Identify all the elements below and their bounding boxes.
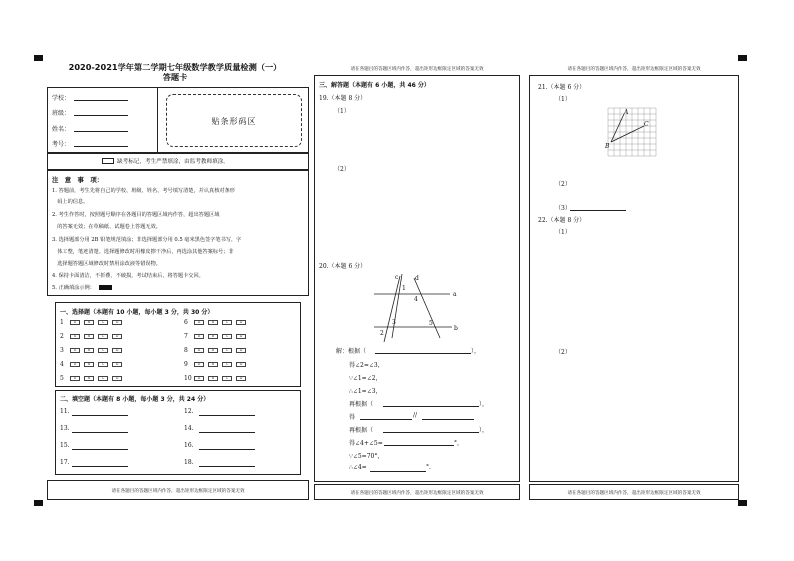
label-B: B [605,143,610,150]
fill-item-12: 12. [184,408,194,415]
choice-bubble-b[interactable]: B [84,376,94,381]
choice-title: 一、选择题（本题有 10 小题，每小题 3 分，共 30 分） [60,309,214,316]
proof-parallel: // [413,412,418,419]
q21-grid-figure [604,104,660,160]
fill-item-15: 15. [60,442,70,449]
choice-number: 10 [184,375,192,382]
proof-line-3: ∵∠1=∠2， [349,375,382,382]
footer-hint-1: 请在各题目的答题区域内作答，超出矩形边框限定区域的答案无效 [111,489,245,494]
note-line: 的答案无效；在草稿纸、试题卷上答题无效。 [52,224,161,230]
choice-number: 5 [60,375,64,382]
fill-answer-11[interactable] [72,415,128,416]
label-2: 2 [380,330,384,337]
proof-blank-3b[interactable] [422,419,474,420]
proof-line-4: ∴∠1=∠3， [349,388,382,395]
line-d [414,278,440,338]
fill-item-16: 16. [184,442,194,449]
barcode-label: 贴条形码区 [211,117,257,126]
choice-bubble-d[interactable]: D [236,376,246,381]
filled-example-mark [99,285,112,290]
alignment-marker-bottom-left [34,500,43,506]
q21-label: 21.（本题 6 分） [538,84,586,91]
fill-answer-16[interactable] [199,449,255,450]
proof-blank-3a[interactable] [360,419,412,420]
exam-number-label: 考号： [52,141,71,148]
choice-bubble-d[interactable]: D [236,334,246,339]
class-field[interactable] [74,115,128,116]
choice-bubble-d[interactable]: D [112,362,122,367]
note-line: 体工整，笔迹清楚。选择题修改时用橡皮擦干净后，再选涂其他答案标号；非 [52,249,234,255]
note-line: 2. 考生作答时，按照题号顺序在各题目的答题区域内作答，超出答题区域 [52,212,220,218]
choice-bubble-d[interactable]: D [112,320,122,325]
q20-figure [370,272,465,344]
choice-number: 3 [60,347,64,354]
proof-tail-4: ）， [479,427,489,434]
choice-bubble-b[interactable]: B [208,348,218,353]
proof-line-5: 再根据（ [349,401,374,408]
choice-bubble-a[interactable]: A [70,376,80,381]
school-field[interactable] [74,100,128,101]
choice-bubble-d[interactable]: D [236,320,246,325]
proof-blank-4[interactable] [383,432,479,433]
fill-answer-17[interactable] [72,466,128,467]
absent-label: 缺考标记，考生严禁填涂，由监考教师填涂。 [117,159,229,165]
note-line: 码上的信息。 [52,199,89,205]
choice-bubble-a[interactable]: A [194,348,204,353]
class-label: 班级： [52,110,71,117]
exam-number-field[interactable] [74,146,128,147]
choice-bubble-a[interactable]: A [194,376,204,381]
q19-part1: （1） [334,108,350,115]
choice-bubble-b[interactable]: B [84,334,94,339]
choice-bubble-a[interactable]: A [70,348,80,353]
footer-hint-2: 请在各题目的答题区域内作答，超出矩形边框限定区域的答案无效 [350,491,484,496]
proof-tail-2: ）， [479,401,489,408]
name-field[interactable] [74,131,128,132]
fill-item-18: 18. [184,459,194,466]
proof-line-8: 得∠4+∠5= [349,440,383,447]
fill-answer-15[interactable] [72,449,128,450]
absent-checkbox[interactable] [102,158,114,164]
proof-line-2: 得∠2=∠3， [349,362,384,369]
choice-number: 6 [184,319,188,326]
choice-bubble-b[interactable]: B [208,362,218,367]
proof-tail-5: °， [454,440,464,447]
label-a: a [453,291,457,298]
info-divider [157,87,158,153]
q21-part3: （3） [555,205,571,212]
proof-line-10: ∴∠4= [349,464,367,471]
choice-bubble-a[interactable]: A [70,362,80,367]
fill-item-11: 11. [60,408,70,415]
choice-bubble-c[interactable]: C [222,320,232,325]
q22-part1: （1） [555,229,571,236]
q21-part2: （2） [555,181,571,188]
choice-number: 8 [184,347,188,354]
choice-bubble-c[interactable]: C [98,334,108,339]
note-line: 5. 正确填涂示例： [52,285,95,291]
note-line: 4. 保持卡面清洁，不折叠、不破损，考试结束后，将答题卡交回。 [52,273,204,279]
fill-answer-13[interactable] [72,432,128,433]
choice-bubble-c[interactable]: C [98,320,108,325]
label-1: 1 [402,285,406,292]
note-line: 选择题答题区域修改时禁用涂改液等错误物。 [52,261,161,267]
school-label: 学校： [52,95,71,102]
note-line: 3. 选择题部分用 2B 铅笔规范填涂；非选择题部分用 0.5 毫米黑色签字笔书写，字 [52,237,242,243]
proof-blank-2[interactable] [383,406,479,407]
choice-bubble-d[interactable]: D [236,348,246,353]
solve-title: 三、解答题（本题有 6 小题，共 46 分） [319,82,430,89]
page-subtitle: 答题卡 [162,72,188,82]
alignment-marker-bottom-right [738,500,747,506]
choice-bubble-b[interactable]: B [208,320,218,325]
choice-bubble-d[interactable]: D [236,362,246,367]
notes-title: 注 意 事 项： [52,176,104,184]
fill-answer-18[interactable] [199,466,255,467]
proof-tail-1: ）， [471,348,481,355]
q20-label: 20.（本题 6 分） [319,263,367,270]
q19-part2: （2） [334,166,350,173]
segment-BC [611,126,644,142]
header-hint-2: 请在各题目的答题区域内作答，超出矩形边框限定区域的答案无效 [350,67,484,72]
proof-tail-6: °. [426,464,431,471]
choice-bubble-a[interactable]: A [194,334,204,339]
proof-line-9: ∵∠5=70°， [349,453,384,460]
label-3: 3 [392,319,396,326]
proof-blank-5[interactable] [384,445,454,446]
choice-bubble-a[interactable]: A [194,320,204,325]
q22-part2: （2） [555,349,571,356]
label-C: C [644,121,649,128]
line-c [384,276,400,342]
fill-answer-14[interactable] [199,432,255,433]
choice-bubble-c[interactable]: C [98,348,108,353]
choice-bubble-b[interactable]: B [84,320,94,325]
label-d: d [415,275,419,282]
choice-bubble-b[interactable]: B [84,348,94,353]
name-label: 姓名： [52,126,71,133]
proof-blank-1[interactable] [375,353,471,354]
header-hint-3: 请在各题目的答题区域内作答，超出矩形边框限定区域的答案无效 [567,67,701,72]
choice-number: 7 [184,333,188,340]
fill-item-13: 13. [60,425,70,432]
choice-bubble-c[interactable]: C [98,376,108,381]
proof-line-1: 解：根据（ [336,348,367,355]
choice-bubble-a[interactable]: A [70,334,80,339]
label-b: b [454,325,458,332]
label-c: c [395,274,399,281]
choice-number: 9 [184,361,188,368]
proof-blank-6[interactable] [370,471,426,472]
choice-bubble-b[interactable]: B [208,334,218,339]
q21-part3-answer[interactable] [570,210,626,211]
choice-bubble-c[interactable]: C [222,348,232,353]
proof-line-6: 得 [349,414,356,421]
note-line: 1. 答题前，考生先将自己的学校、班级、姓名、考号填写清楚，并认真核对条形 [52,188,235,194]
line-transversal [392,274,402,338]
label-5: 5 [429,320,433,327]
choice-bubble-c[interactable]: C [222,376,232,381]
choice-bubble-a[interactable]: A [194,362,204,367]
q21-part1: （1） [555,96,571,103]
label-4: 4 [414,296,418,303]
proof-line-7: 再根据（ [349,427,374,434]
choice-bubble-d[interactable]: D [112,348,122,353]
alignment-marker-top-right [738,55,747,61]
label-A: A [624,109,629,116]
choice-bubble-d[interactable]: D [112,376,122,381]
choice-bubble-b[interactable]: B [84,362,94,367]
choice-bubble-d[interactable]: D [112,334,122,339]
choice-bubble-c[interactable]: C [222,334,232,339]
page-title: 2020-2021学年第二学期七年级数学教学质量检测（一） [68,62,282,72]
fill-title: 二、填空题（本题有 8 小题，每小题 3 分，共 24 分） [60,396,210,403]
choice-number: 1 [60,319,64,326]
choice-bubble-c[interactable]: C [98,362,108,367]
choice-number: 4 [60,361,64,368]
fill-answer-12[interactable] [199,415,255,416]
q22-label: 22.（本题 8 分） [538,217,586,224]
footer-hint-3: 请在各题目的答题区域内作答，超出矩形边框限定区域的答案无效 [567,491,701,496]
q19-label: 19.（本题 8 分） [319,95,367,102]
choice-bubble-a[interactable]: A [70,320,80,325]
alignment-marker-top-left [34,55,43,61]
fill-item-17: 17. [60,459,70,466]
fill-item-14: 14. [184,425,194,432]
choice-number: 2 [60,333,64,340]
choice-bubble-b[interactable]: B [208,376,218,381]
choice-bubble-c[interactable]: C [222,362,232,367]
